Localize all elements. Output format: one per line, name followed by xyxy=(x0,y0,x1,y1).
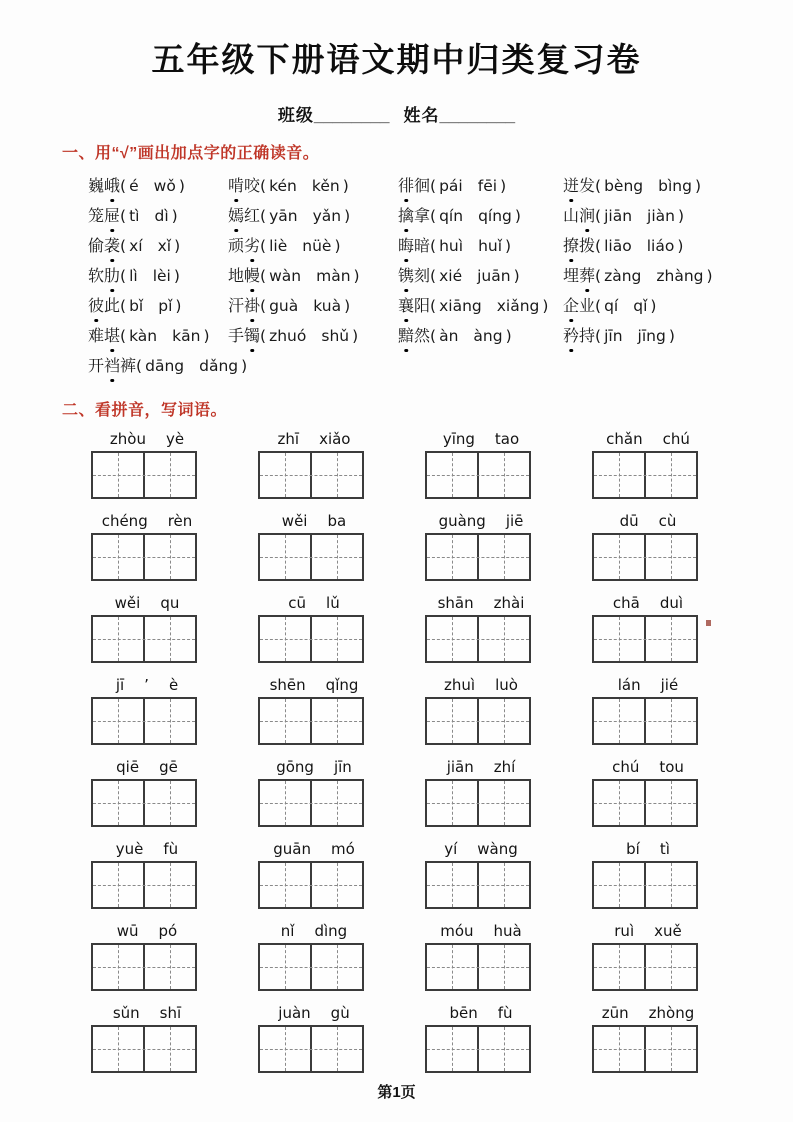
pinyin-cell xyxy=(255,592,370,663)
dotted-char: 黯 xyxy=(398,326,414,348)
dotted-char: 葬 xyxy=(579,266,595,288)
word-text: 手镯 xyxy=(228,328,260,345)
dotted-char: 彼 xyxy=(88,296,104,318)
dotted-char: 肋 xyxy=(104,266,120,288)
writing-box[interactable] xyxy=(258,615,364,663)
dotted-char: 擒 xyxy=(398,206,414,228)
word-text: 难堪 xyxy=(88,328,120,345)
writing-cell xyxy=(646,1027,696,1071)
pinyin-label: wěi ba xyxy=(281,512,347,530)
pinyin-options: ( qín qíng ) xyxy=(430,207,521,225)
word-text: 镌刻 xyxy=(398,268,430,285)
word-text: 开裆裤 xyxy=(88,358,136,375)
writing-cell xyxy=(93,863,145,907)
pinyin-cell xyxy=(88,838,203,909)
scan-artifact xyxy=(706,620,711,626)
pinyin-label: shēn qǐng xyxy=(269,676,359,694)
dotted-char: 撩 xyxy=(563,236,579,258)
writing-cell xyxy=(93,781,145,825)
writing-cell xyxy=(594,453,646,497)
pinyin-label: nǐ dìng xyxy=(280,922,348,940)
word-item xyxy=(228,293,398,323)
writing-box[interactable] xyxy=(91,861,197,909)
writing-cell xyxy=(93,945,145,989)
writing-cell xyxy=(646,945,696,989)
pinyin-options: ( wàn màn ) xyxy=(260,267,360,285)
pinyin-cell xyxy=(422,1002,537,1073)
word-text: 迸发 xyxy=(563,178,595,195)
writing-cell xyxy=(260,453,312,497)
dotted-char: 堪 xyxy=(104,326,120,348)
pinyin-label: bēn fù xyxy=(449,1004,513,1022)
word-item xyxy=(398,203,563,233)
writing-cell xyxy=(145,699,195,743)
writing-box[interactable] xyxy=(425,533,531,581)
class-label: 班级 xyxy=(277,106,314,125)
writing-cell xyxy=(479,1027,529,1071)
word-item xyxy=(563,173,793,203)
word-item xyxy=(228,323,398,353)
pinyin-options: ( huì huǐ ) xyxy=(430,237,512,255)
writing-cell xyxy=(479,781,529,825)
writing-box[interactable] xyxy=(91,697,197,745)
writing-box[interactable] xyxy=(258,1025,364,1073)
word-text: 企业 xyxy=(563,298,595,315)
pinyin-label: guān mó xyxy=(273,840,355,858)
writing-cell xyxy=(312,617,362,661)
writing-box[interactable] xyxy=(592,779,698,827)
pinyin-options: ( kén kěn ) xyxy=(260,177,349,195)
writing-cell xyxy=(260,863,312,907)
word-item xyxy=(563,323,793,353)
pinyin-cell xyxy=(255,674,370,745)
word-text: 矜持 xyxy=(563,328,595,345)
pinyin-label: yuè fù xyxy=(115,840,179,858)
dotted-char: 屉 xyxy=(104,206,120,228)
writing-box[interactable] xyxy=(592,451,698,499)
dotted-char: 涧 xyxy=(579,206,595,228)
writing-cell xyxy=(427,699,479,743)
word-text: 地幔 xyxy=(228,268,260,285)
name-label: 姓名 xyxy=(403,106,440,125)
pinyin-options: ( bèng bìng ) xyxy=(595,177,702,195)
writing-cell xyxy=(594,535,646,579)
writing-cell xyxy=(427,863,479,907)
word-text: 偷袭 xyxy=(88,238,120,255)
word-text: 软肋 xyxy=(88,268,120,285)
word-item xyxy=(228,173,398,203)
section2-heading: 二、看拼音，写词语。 xyxy=(62,402,228,419)
pinyin-options: ( àn àng ) xyxy=(430,327,512,345)
word-item xyxy=(228,233,398,263)
writing-cell xyxy=(145,617,195,661)
writing-cell xyxy=(312,781,362,825)
writing-cell xyxy=(312,535,362,579)
writing-cell xyxy=(312,1027,362,1071)
writing-cell xyxy=(479,535,529,579)
pinyin-cell xyxy=(422,756,537,827)
pinyin-label: bí tì xyxy=(626,840,670,858)
pinyin-options: ( kàn kān ) xyxy=(120,327,210,345)
writing-cell xyxy=(427,535,479,579)
dotted-char: 矜 xyxy=(563,326,579,348)
pinyin-options: ( guà kuà ) xyxy=(260,297,351,315)
pinyin-options: ( xié juān ) xyxy=(430,267,520,285)
writing-cell xyxy=(427,617,479,661)
writing-box[interactable] xyxy=(592,697,698,745)
pinyin-label: dū cù xyxy=(619,512,677,530)
pinyin-options: ( zhuó shǔ ) xyxy=(260,327,359,345)
pinyin-options: ( dāng dǎng ) xyxy=(136,357,248,375)
writing-box[interactable] xyxy=(592,533,698,581)
writing-cell xyxy=(479,617,529,661)
writing-cell xyxy=(312,699,362,743)
writing-cell xyxy=(646,535,696,579)
writing-cell xyxy=(93,535,145,579)
writing-cell xyxy=(260,1027,312,1071)
dotted-char: 嫣 xyxy=(228,206,244,228)
writing-cell xyxy=(312,453,362,497)
pinyin-options: ( jīn jīng ) xyxy=(595,327,675,345)
pinyin-label: wěi qu xyxy=(114,594,180,612)
pinyin-cell xyxy=(255,428,370,499)
word-text: 埋葬 xyxy=(563,268,595,285)
pinyin-cell xyxy=(88,592,203,663)
dotted-char: 裆 xyxy=(104,356,120,378)
pinyin-label: jiān zhí xyxy=(446,758,516,776)
dotted-char: 峨 xyxy=(104,176,120,198)
pinyin-label: zhī xiǎo xyxy=(277,430,351,448)
writing-cell xyxy=(479,945,529,989)
writing-cell xyxy=(646,781,696,825)
dotted-char: 徘 xyxy=(398,176,414,198)
pinyin-label: wū pó xyxy=(116,922,178,940)
word-item xyxy=(398,323,563,353)
word-text: 啃咬 xyxy=(228,178,260,195)
writing-cell xyxy=(145,863,195,907)
word-text: 撩拨 xyxy=(563,238,595,255)
writing-box[interactable] xyxy=(425,779,531,827)
writing-cell xyxy=(145,453,195,497)
word-item xyxy=(88,353,248,383)
writing-box[interactable] xyxy=(91,1025,197,1073)
word-item xyxy=(563,233,793,263)
dotted-char: 镯 xyxy=(244,326,260,348)
writing-box[interactable] xyxy=(91,533,197,581)
writing-cell xyxy=(594,945,646,989)
pinyin-cell xyxy=(422,428,537,499)
pinyin-cell xyxy=(589,592,704,663)
word-text: 巍峨 xyxy=(88,178,120,195)
name-blank-field[interactable]: ________ xyxy=(439,106,516,125)
writing-cell xyxy=(479,699,529,743)
dotted-char: 晦 xyxy=(398,236,414,258)
word-item xyxy=(88,233,228,263)
word-item xyxy=(88,323,228,353)
writing-cell xyxy=(479,453,529,497)
pinyin-options: ( yān yǎn ) xyxy=(260,207,351,225)
pinyin-options: ( é wǒ ) xyxy=(120,177,185,195)
section1-grid xyxy=(88,173,793,383)
pinyin-options: ( xiāng xiǎng ) xyxy=(430,297,549,315)
word-item xyxy=(228,263,398,293)
writing-cell xyxy=(594,1027,646,1071)
writing-cell xyxy=(646,617,696,661)
writing-box[interactable] xyxy=(258,451,364,499)
writing-box[interactable] xyxy=(592,1025,698,1073)
word-text: 晦暗 xyxy=(398,238,430,255)
pinyin-cell xyxy=(88,920,203,991)
writing-cell xyxy=(594,699,646,743)
writing-cell xyxy=(93,1027,145,1071)
pinyin-cell xyxy=(589,920,704,991)
pinyin-label: zhuì luò xyxy=(444,676,518,694)
writing-cell xyxy=(427,453,479,497)
writing-box[interactable] xyxy=(91,615,197,663)
word-text: 襄阳 xyxy=(398,298,430,315)
writing-box[interactable] xyxy=(258,779,364,827)
word-item xyxy=(563,263,793,293)
word-text: 笼屉 xyxy=(88,208,120,225)
pinyin-options: ( qí qǐ ) xyxy=(595,297,657,315)
writing-cell xyxy=(260,699,312,743)
pinyin-options: ( lì lèi ) xyxy=(120,267,180,285)
pinyin-cell xyxy=(88,510,203,581)
pinyin-cell xyxy=(422,592,537,663)
pinyin-cell xyxy=(589,510,704,581)
writing-box[interactable] xyxy=(592,861,698,909)
student-fields-line xyxy=(0,101,793,126)
writing-cell xyxy=(145,945,195,989)
writing-cell xyxy=(93,453,145,497)
pinyin-label: yí wàng xyxy=(444,840,518,858)
pinyin-label: cū lǔ xyxy=(288,594,340,612)
pinyin-label: gōng jīn xyxy=(276,758,352,776)
writing-cell xyxy=(427,781,479,825)
writing-cell xyxy=(646,699,696,743)
writing-cell xyxy=(312,863,362,907)
writing-cell xyxy=(594,781,646,825)
pinyin-cell xyxy=(422,674,537,745)
pinyin-cell xyxy=(255,838,370,909)
word-item xyxy=(398,173,563,203)
writing-cell xyxy=(646,453,696,497)
page-number: 第1页 xyxy=(377,1084,416,1101)
pinyin-label: zhòu yè xyxy=(109,430,185,448)
word-item xyxy=(563,293,793,323)
word-item xyxy=(563,203,793,233)
class-blank-field[interactable]: ________ xyxy=(313,106,390,125)
pinyin-cell xyxy=(255,510,370,581)
word-text: 汗褂 xyxy=(228,298,260,315)
writing-box[interactable] xyxy=(425,1025,531,1073)
writing-box[interactable] xyxy=(258,533,364,581)
pinyin-cell xyxy=(88,674,203,745)
pinyin-label: shān zhài xyxy=(437,594,525,612)
writing-cell xyxy=(93,617,145,661)
pinyin-options: ( liāo liáo ) xyxy=(595,237,684,255)
writing-box[interactable] xyxy=(425,697,531,745)
pinyin-cell xyxy=(589,428,704,499)
pinyin-label: ruì xuě xyxy=(614,922,682,940)
writing-box[interactable] xyxy=(258,861,364,909)
pinyin-label: móu huà xyxy=(440,922,522,940)
writing-cell xyxy=(145,781,195,825)
pinyin-cell xyxy=(88,428,203,499)
pinyin-cell xyxy=(422,920,537,991)
pinyin-options: ( bǐ pǐ ) xyxy=(120,297,182,315)
word-item xyxy=(228,203,398,233)
writing-cell xyxy=(427,945,479,989)
pinyin-label: chú tou xyxy=(612,758,684,776)
writing-cell xyxy=(594,617,646,661)
pinyin-options: ( pái fēi ) xyxy=(430,177,507,195)
dotted-char: 啃 xyxy=(228,176,244,198)
writing-box[interactable] xyxy=(91,943,197,991)
pinyin-label: chéng rèn xyxy=(101,512,193,530)
pinyin-cell xyxy=(589,756,704,827)
word-item xyxy=(398,293,563,323)
writing-cell xyxy=(260,617,312,661)
dotted-char: 劣 xyxy=(244,236,260,258)
writing-cell xyxy=(145,535,195,579)
writing-box[interactable] xyxy=(425,451,531,499)
pinyin-cell xyxy=(589,1002,704,1073)
pinyin-label: chā duì xyxy=(612,594,684,612)
writing-cell xyxy=(479,863,529,907)
pinyin-cell xyxy=(422,510,537,581)
word-item xyxy=(88,293,228,323)
writing-box[interactable] xyxy=(425,861,531,909)
pinyin-cell xyxy=(589,838,704,909)
pinyin-label: zūn zhòng xyxy=(601,1004,695,1022)
word-text: 顽劣 xyxy=(228,238,260,255)
dotted-char: 迸 xyxy=(563,176,579,198)
word-text: 擒拿 xyxy=(398,208,430,225)
pinyin-cell xyxy=(255,756,370,827)
pinyin-cell xyxy=(88,1002,203,1073)
writing-box[interactable] xyxy=(425,615,531,663)
pinyin-label: guàng jiē xyxy=(438,512,524,530)
pinyin-options: ( xí xǐ ) xyxy=(120,237,181,255)
word-item xyxy=(88,173,228,203)
writing-box[interactable] xyxy=(91,779,197,827)
pinyin-options: ( zàng zhàng ) xyxy=(595,267,713,285)
dotted-char: 褂 xyxy=(244,296,260,318)
word-text: 徘徊 xyxy=(398,178,430,195)
section1-heading: 一、用“√”画出加点字的正确读音。 xyxy=(62,145,320,162)
dotted-char: 襄 xyxy=(398,296,414,318)
pinyin-label: juàn gù xyxy=(278,1004,350,1022)
pinyin-label: jī ’ è xyxy=(115,676,179,694)
writing-box[interactable] xyxy=(91,451,197,499)
dotted-char: 企 xyxy=(563,296,579,318)
pinyin-label: lán jié xyxy=(617,676,679,694)
word-item xyxy=(398,233,563,263)
pinyin-cell xyxy=(255,920,370,991)
pinyin-cell xyxy=(422,838,537,909)
word-text: 嫣红 xyxy=(228,208,260,225)
pinyin-cell xyxy=(255,1002,370,1073)
dotted-char: 镌 xyxy=(398,266,414,288)
writing-cell xyxy=(260,535,312,579)
writing-cell xyxy=(260,945,312,989)
pinyin-cell xyxy=(589,674,704,745)
word-text: 黯然 xyxy=(398,328,430,345)
pinyin-label: sǔn shī xyxy=(112,1004,182,1022)
dotted-char: 袭 xyxy=(104,236,120,258)
writing-cell xyxy=(594,863,646,907)
writing-box[interactable] xyxy=(258,697,364,745)
pinyin-label: yīng tao xyxy=(442,430,520,448)
section2-grid xyxy=(88,428,793,1084)
pinyin-label: qiē gē xyxy=(116,758,178,776)
writing-box[interactable] xyxy=(592,943,698,991)
word-text: 山涧 xyxy=(563,208,595,225)
pinyin-options: ( jiān jiàn ) xyxy=(595,207,685,225)
writing-box[interactable] xyxy=(592,615,698,663)
writing-cell xyxy=(145,1027,195,1071)
page-title: 五年级下册语文期中归类复习卷 xyxy=(151,41,642,78)
word-text: 彼此 xyxy=(88,298,120,315)
writing-box[interactable] xyxy=(425,943,531,991)
writing-box[interactable] xyxy=(258,943,364,991)
pinyin-options: ( tì dì ) xyxy=(120,207,178,225)
word-item xyxy=(88,203,228,233)
word-item xyxy=(88,263,228,293)
writing-cell xyxy=(427,1027,479,1071)
word-item xyxy=(398,263,563,293)
writing-cell xyxy=(260,781,312,825)
pinyin-label: chǎn chú xyxy=(606,430,690,448)
dotted-char: 幔 xyxy=(244,266,260,288)
writing-cell xyxy=(312,945,362,989)
writing-cell xyxy=(646,863,696,907)
pinyin-options: ( liè nüè ) xyxy=(260,237,341,255)
writing-cell xyxy=(93,699,145,743)
pinyin-cell xyxy=(88,756,203,827)
